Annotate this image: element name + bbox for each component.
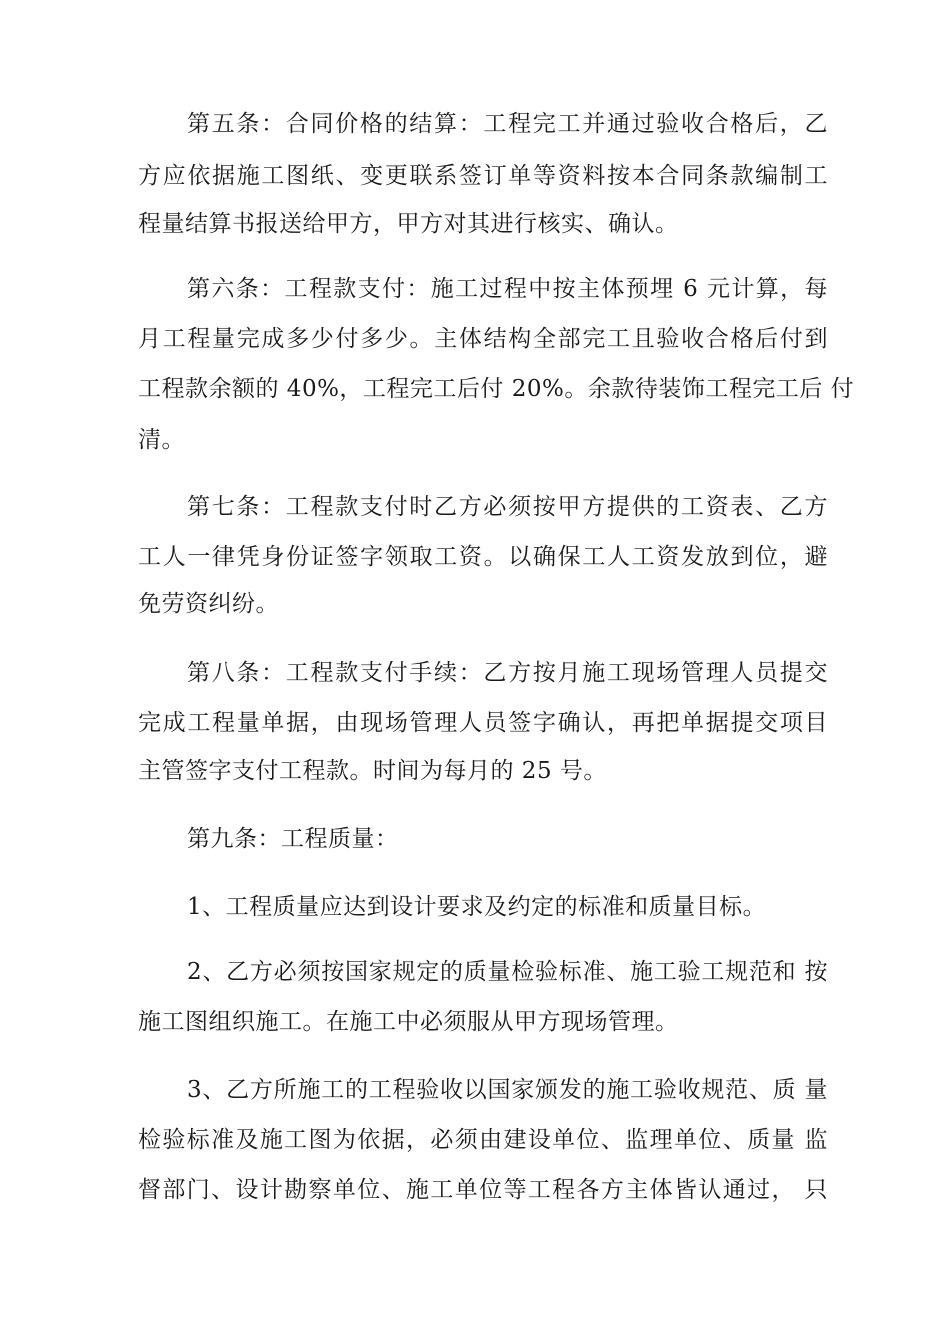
article9-item1-line1: 1、工程质量应达到设计要求及约定的标准和质量目标。 <box>187 894 767 920</box>
article9-item2-line1: 2、乙方必须按国家规定的质量检验标准、施工验工规范和 按 <box>187 959 828 985</box>
article7-line3: 免劳资纠纷。 <box>138 591 279 617</box>
article6-line1: 第六条：工程款支付：施工过程中按主体预埋 6 元计算，每 <box>187 276 828 302</box>
article5-line1: 第五条：合同价格的结算：工程完工并通过验收合格后，乙 <box>187 111 828 137</box>
article7-line2: 工人一律凭身份证签字领取工资。以确保工人工资发放到位，避 <box>138 544 828 570</box>
article7-line1: 第七条：工程款支付时乙方必须按甲方提供的工资表、乙方 <box>187 494 828 520</box>
article9-heading: 第九条：工程质量： <box>187 826 399 852</box>
article9-item2-line2: 施工图组织施工。在施工中必须服从甲方现场管理。 <box>138 1009 679 1035</box>
article5-line2: 方应依据施工图纸、变更联系签订单等资料按本合同条款编制工 <box>138 163 828 189</box>
article8-line2: 完成工程量单据，由现场管理人员签字确认，再把单据提交项目 <box>138 710 828 736</box>
article9-item3-line2: 检验标准及施工图为依据，必须由建设单位、监理单位、质量 监 <box>138 1127 828 1153</box>
article6-line4: 清。 <box>138 427 185 453</box>
article9-item3-line1: 3、乙方所施工的工程验收以国家颁发的施工验收规范、质 量 <box>187 1077 828 1103</box>
article9-item3-line3: 督部门、设计勘察单位、施工单位等工程各方主体皆认通过， 只 <box>138 1177 828 1203</box>
article6-line3: 工程款余额的 40%，工程完工后付 20%。余款待装饰工程完工后 付 <box>138 376 855 402</box>
article5-line3: 程量结算书报送给甲方，甲方对其进行核实、确认。 <box>138 211 679 237</box>
article6-line2: 月工程量完成多少付多少。主体结构全部完工且验收合格后付到 <box>138 326 828 352</box>
article8-line1: 第八条：工程款支付手续：乙方按月施工现场管理人员提交 <box>187 660 828 686</box>
article8-line3: 主管签字支付工程款。时间为每月的 25 号。 <box>138 758 607 784</box>
